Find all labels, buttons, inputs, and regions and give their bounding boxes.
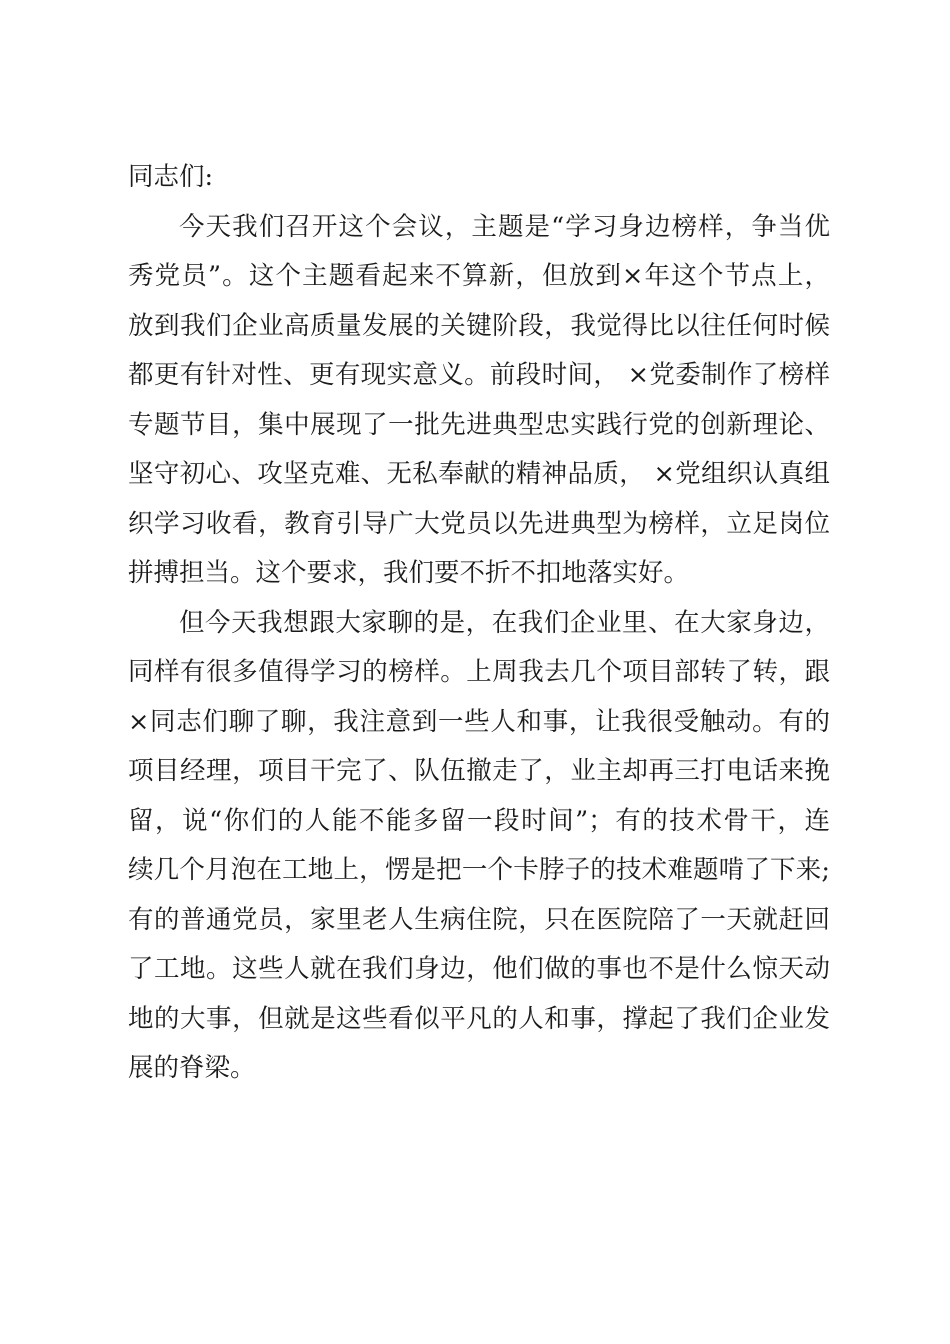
paragraph-2-line-10: 展的脊梁。: [128, 1053, 256, 1083]
paragraph-2-line-7: 有的普通党员，家里老人生病住院，只在医院陪了一天就赶回: [128, 904, 830, 935]
paragraph-1-line-3: 放到我们企业高质量发展的关键阶段，我觉得比以往任何时候: [128, 310, 830, 341]
paragraph-2-line-3: ×同志们聊了聊，我注意到一些人和事，让我很受触动。有的: [128, 706, 830, 737]
paragraph-1-line-2: 秀党员”。这个主题看起来不算新，但放到×年这个节点上，: [128, 261, 830, 291]
paragraph-1-line-7: 织学习收看，教育引导广大党员以先进典型为榜样，立足岗位: [128, 508, 830, 539]
document-body: [128, 153, 830, 1094]
salutation: 同志们:: [128, 162, 214, 192]
paragraph-1-line-8: 拼搏担当。这个要求，我们要不折不扣地落实好。: [128, 558, 690, 588]
paragraph-2-line-9: 地的大事，但就是这些看似平凡的人和事，撑起了我们企业发: [128, 1003, 830, 1034]
paragraph-1-line-4: 都更有针对性、更有现实意义。前段时间， ×党委制作了榜样: [128, 360, 830, 390]
paragraph-1-line-6: 坚守初心、攻坚克难、无私奉献的精神品质， ×党组织认真组: [128, 459, 830, 489]
paragraph-2-line-8: 了工地。这些人就在我们身边，他们做的事也不是什么惊天动: [128, 954, 830, 984]
paragraph-1-line-1: 今天我们召开这个会议，主题是“学习身边榜样，争当优: [179, 211, 830, 242]
paragraph-2-line-6: 续几个月泡在工地上，愣是把一个卡脖子的技术难题啃了下来;: [128, 855, 830, 885]
paragraph-2-line-2: 同样有很多值得学习的榜样。上周我去几个项目部转了转，跟: [128, 657, 830, 687]
paragraph-2-line-1: 但今天我想跟大家聊的是，在我们企业里、在大家身边，: [179, 607, 830, 638]
paragraph-2-line-5: 留，说“你们的人能不能多留一段时间”；有的技术骨干，连: [128, 805, 830, 836]
paragraph-2-line-4: 项目经理，项目干完了、队伍撤走了，业主却再三打电话来挽: [128, 756, 830, 786]
paragraph-1-line-5: 专题节目，集中展现了一批先进典型忠实践行党的创新理论、: [128, 409, 830, 440]
